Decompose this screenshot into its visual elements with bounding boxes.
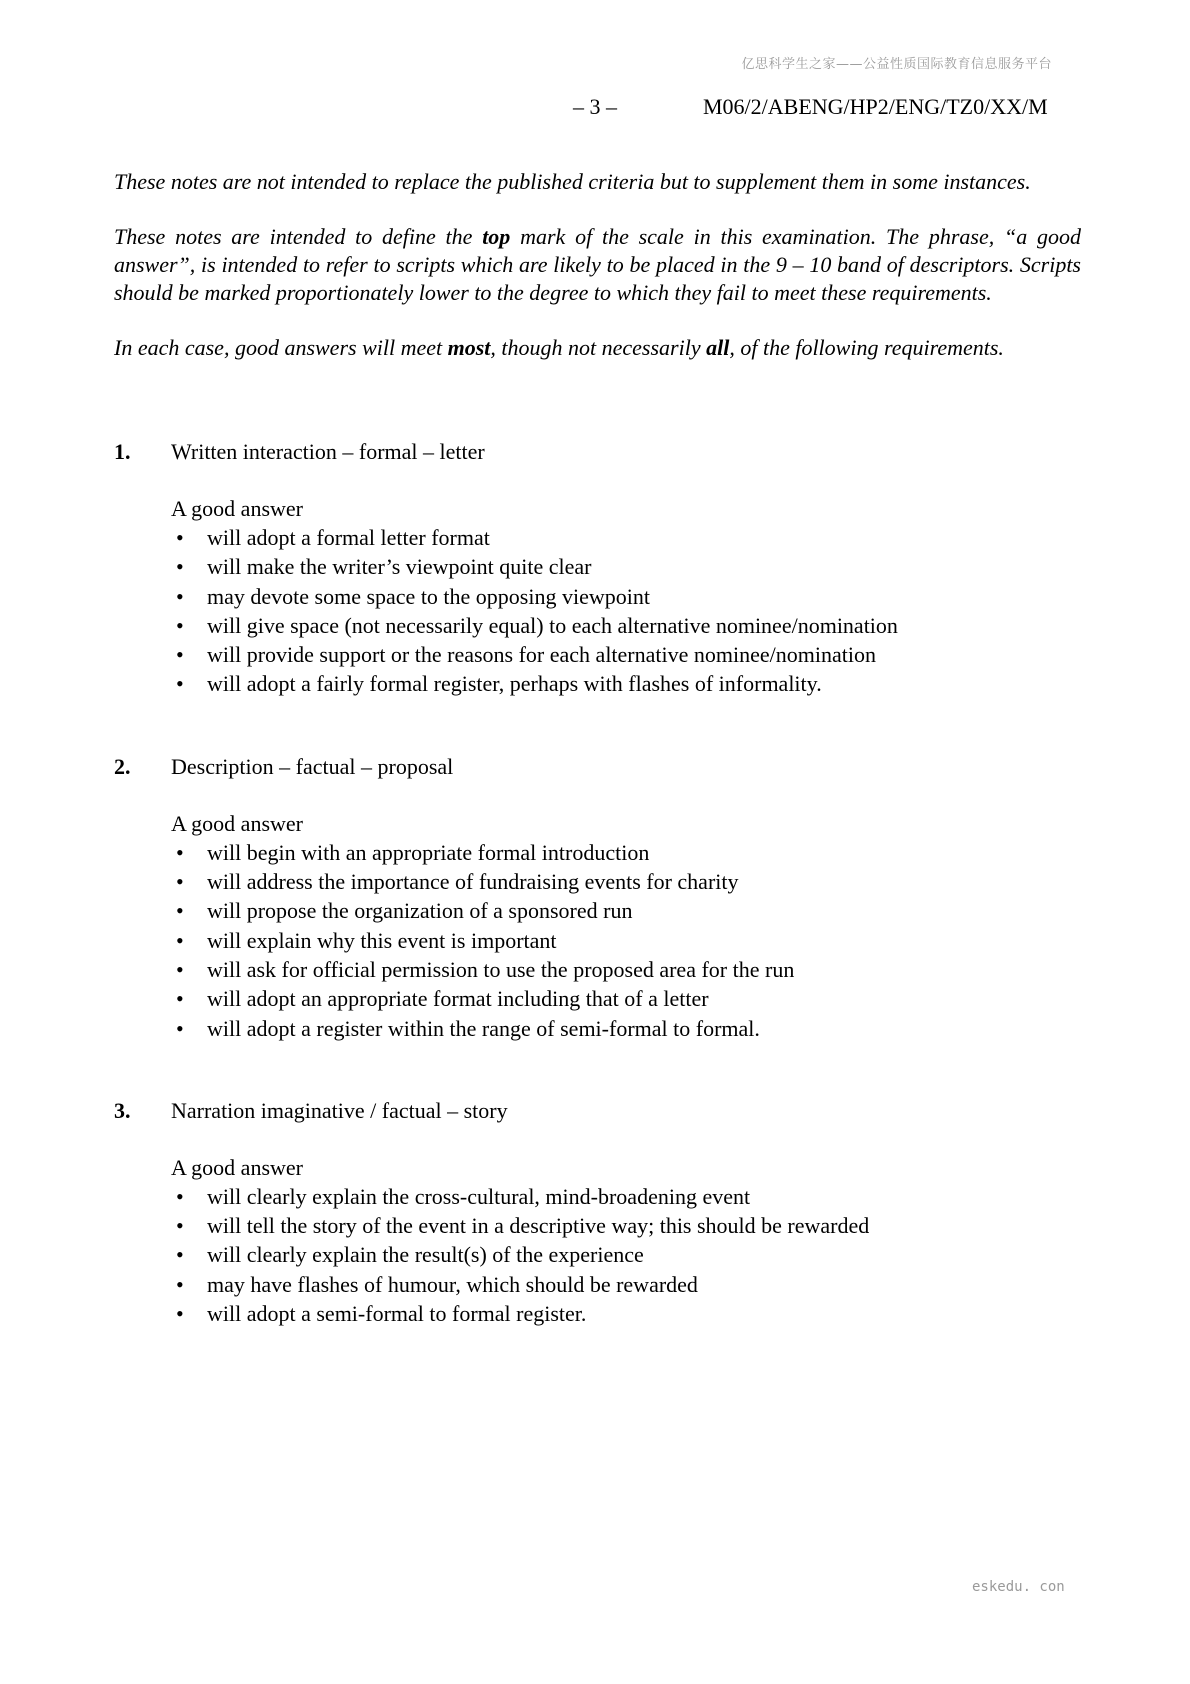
criteria-text: may devote some space to the opposing viewpoint xyxy=(207,583,650,609)
section-lead: A good answer xyxy=(171,1154,303,1180)
bullet-icon: • xyxy=(176,986,184,1012)
bullet-icon: • xyxy=(176,554,184,580)
criteria-item xyxy=(171,611,1081,640)
watermark-footer-text: eskedu. con xyxy=(972,1579,1065,1595)
criteria-text: will clearly explain the result(s) of the experience xyxy=(207,1242,644,1268)
criteria-item xyxy=(171,896,1081,925)
section-1 xyxy=(114,438,1081,699)
criteria-item xyxy=(171,1299,1081,1328)
criteria-text: may have flashes of humour, which should be rewarded xyxy=(207,1271,698,1297)
bullet-icon: • xyxy=(176,642,184,668)
criteria-item xyxy=(171,1014,1081,1043)
intro-note-3-text-b: , though not necessarily xyxy=(490,335,707,360)
intro-note-3 xyxy=(114,334,1081,362)
criteria-item xyxy=(171,984,1081,1013)
section-heading xyxy=(114,438,1081,468)
criteria-text: will adopt a formal letter format xyxy=(207,525,490,550)
criteria-item xyxy=(171,552,1081,581)
criteria-list xyxy=(171,1182,1081,1328)
section-title: Written interaction – formal – letter xyxy=(171,439,485,464)
bullet-icon: • xyxy=(176,898,184,924)
criteria-text: will make the writer’s viewpoint quite clear xyxy=(207,554,592,580)
intro-note-2 xyxy=(114,223,1081,307)
intro-note-2-text-a: These notes are intended to define the xyxy=(114,224,483,249)
criteria-item xyxy=(171,867,1081,896)
criteria-item xyxy=(171,1240,1081,1269)
intro-note-2-bold: top xyxy=(482,224,511,249)
criteria-item xyxy=(171,1211,1081,1240)
criteria-text: will adopt a register within the range of semi-formal to formal. xyxy=(207,1015,760,1041)
section-lead: A good answer xyxy=(171,496,303,521)
intro-note-3-text-c: , of the following requirements. xyxy=(729,335,1004,360)
criteria-item xyxy=(171,955,1081,984)
criteria-text: will give space (not necessarily equal) to each alternative nominee/nomination xyxy=(207,612,898,638)
criteria-item xyxy=(171,1182,1081,1211)
criteria-text: will propose the organization of a sponsored run xyxy=(207,898,633,924)
criteria-text: will explain why this event is important xyxy=(207,927,557,953)
section-heading xyxy=(114,753,1081,783)
bullet-icon: • xyxy=(176,1242,184,1268)
section-title: Description – factual – proposal xyxy=(171,753,454,779)
criteria-text: will adopt a semi-formal to formal register. xyxy=(207,1301,587,1327)
criteria-list xyxy=(171,523,1081,699)
criteria-text: will adopt an appropriate format including that of a letter xyxy=(207,986,709,1012)
section-number: 2. xyxy=(114,753,131,779)
intro-note-1: These notes are not intended to replace the published criteria but to supplement them in some instances. xyxy=(114,169,1031,194)
section-heading xyxy=(114,1097,1081,1127)
bullet-icon: • xyxy=(176,839,184,865)
criteria-item xyxy=(171,1270,1081,1299)
criteria-item xyxy=(171,523,1081,552)
intro-note-3-bold-all: all xyxy=(706,335,730,360)
section-number: 1. xyxy=(114,439,131,464)
bullet-icon: • xyxy=(176,869,184,895)
page-content xyxy=(114,168,1081,1328)
bullet-icon: • xyxy=(176,612,184,638)
watermark-header-text: 亿思科学生之家——公益性质国际教育信息服务平台 xyxy=(741,57,1052,72)
criteria-text: will provide support or the reasons for each alternative nominee/nomination xyxy=(207,642,876,668)
bullet-icon: • xyxy=(176,956,184,982)
criteria-text: will ask for official permission to use the proposed area for the run xyxy=(207,956,795,982)
criteria-list xyxy=(171,838,1081,1043)
criteria-item xyxy=(171,926,1081,955)
page-header xyxy=(0,94,1190,124)
document-code: M06/2/ABENG/HP2/ENG/TZ0/XX/M xyxy=(703,94,1048,119)
criteria-text: will address the importance of fundraising events for charity xyxy=(207,869,739,895)
section-3 xyxy=(114,1097,1081,1328)
bullet-icon: • xyxy=(176,525,184,550)
criteria-text: will begin with an appropriate formal introduction xyxy=(207,839,650,865)
criteria-item xyxy=(171,669,1081,698)
criteria-text: will tell the story of the event in a descriptive way; this should be rewarded xyxy=(207,1213,870,1239)
bullet-icon: • xyxy=(176,927,184,953)
criteria-item xyxy=(171,838,1081,867)
intro-note-2-text-b: mark of the scale in this examination. The phrase, “a good answer”, is intended to refer to scripts which are likely to be placed in the 9 – 10 band of descriptors. Scripts should be marked proportionately lower to the degree to which they fail to meet these requirements. xyxy=(114,224,1081,305)
criteria-text: will adopt a fairly formal register, perhaps with flashes of informality. xyxy=(207,671,822,697)
section-lead: A good answer xyxy=(171,810,303,836)
bullet-icon: • xyxy=(176,1301,184,1327)
bullet-icon: • xyxy=(176,1213,184,1239)
page-number: – 3 – xyxy=(573,94,617,119)
bullet-icon: • xyxy=(176,1015,184,1041)
section-number: 3. xyxy=(114,1097,131,1123)
criteria-item xyxy=(171,582,1081,611)
criteria-item xyxy=(171,640,1081,669)
criteria-text: will clearly explain the cross-cultural, mind-broadening event xyxy=(207,1183,751,1209)
section-title: Narration imaginative / factual – story xyxy=(171,1097,508,1123)
section-2 xyxy=(114,753,1081,1043)
intro-note-3-text-a: In each case, good answers will meet xyxy=(114,335,448,360)
bullet-icon: • xyxy=(176,583,184,609)
bullet-icon: • xyxy=(176,1271,184,1297)
bullet-icon: • xyxy=(176,1183,184,1209)
intro-note-3-bold-most: most xyxy=(447,335,491,360)
bullet-icon: • xyxy=(176,671,184,697)
